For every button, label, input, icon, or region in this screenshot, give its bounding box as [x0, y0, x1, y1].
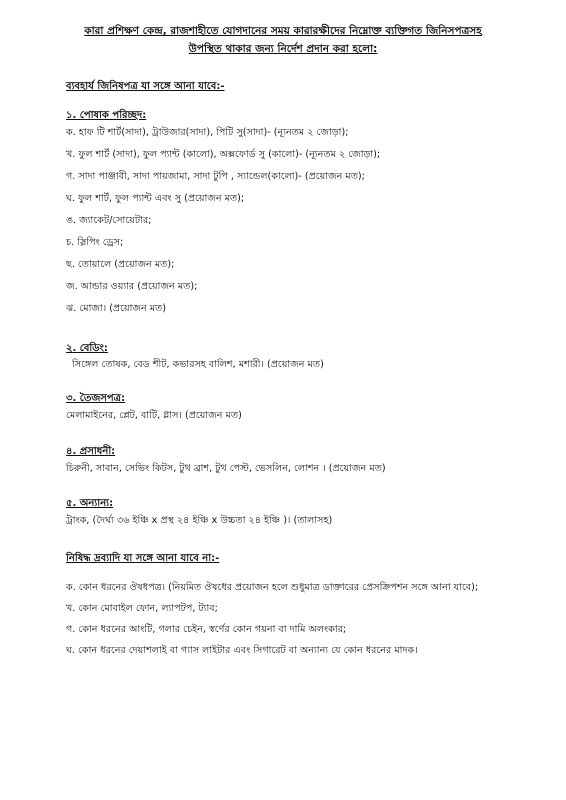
clothing-item: চ. স্লিপিং ড্রেস;: [66, 237, 124, 248]
clothing-item: গ. সাদা পাঞ্জাবী, সাদা পায়জামা, সাদা টুপি , স্যান্ডেল(কালো)- (প্রয়োজন মত);: [66, 171, 365, 182]
clothing-item: জ. আন্ডার ওয়্যার (প্রয়োজন মত);: [66, 281, 198, 292]
document-title-line-1: কারা প্রশিক্ষণ কেন্দ্র, রাজশাহীতে যোগদানের সময় কারারক্ষীদের নিম্নোক্ত ব্যক্তিগত জিনিসপত্রসহ: [84, 25, 482, 37]
other-heading: ৫. অন্যান্য:: [66, 498, 114, 509]
prohibited-items-heading: নিষিদ্ধ দ্রব্যাদি যা সঙ্গে আনা যাবে না:-: [66, 553, 220, 564]
clothing-item: ঘ. ফুল শার্ট, ফুল প্যান্ট এবং সু (প্রয়োজন মত);: [66, 193, 245, 204]
prohibited-item: ঘ. কোন ধরনের দেয়াশলাই বা গ্যাস লাইটার এবং সিগারেট বা অন্যান্য যে কোন ধরনের মাদক।: [66, 645, 418, 656]
prohibited-item: খ. কোন মোবাইল ফোন, ল্যাপটপ, ট্যাব;: [66, 603, 218, 614]
clothing-item: ঝ. মোজা। (প্রয়োজন মত): [66, 303, 167, 314]
allowed-items-heading: ব্যবহার্য জিনিষপত্র যা সঙ্গে আনা যাবে:-: [66, 81, 225, 92]
prohibited-item: গ. কোন ধরনের আংটি, গলার চেইন, স্বর্ণের কোন গয়না বা দামি অলংকার;: [66, 624, 347, 635]
clothing-item: ঙ. জ্যাকেট/সোয়েটার;: [66, 215, 152, 226]
prohibited-item: ক. কোন ধরনের ঔষধপত্র। (নিয়মিত ঔষধের প্রয়োজন হলে শুধুমাত্র ডাক্তারের প্রেসক্রিপশন সঙ্গে আনা যাবে);: [66, 582, 479, 593]
document-title-line-2: উপস্থিত থাকার জন্য নির্দেশ প্রদান করা হলো:: [188, 43, 378, 55]
clothing-item: ক. হাফ টি শার্ট(সাদা), ট্রাউজার(সাদা), পিটি সু(সাদা)- (ন্যূনতম ২ জোড়া);: [66, 127, 349, 138]
clothing-heading: ১. পোষাক পরিচ্ছদ:: [66, 110, 147, 121]
utensils-heading: ৩. তৈজসপত্র:: [66, 393, 126, 404]
bedding-text: সিঙ্গেল তোষক, বেড শীট, কভারসহ বালিশ, মশারী। (প্রয়োজন মত): [72, 359, 324, 370]
utensils-text: মেলামাইনের, প্লেট, বাটি, গ্লাস। (প্রয়োজন মত): [66, 410, 242, 421]
toiletries-heading: ৪. প্রসাধনী:: [66, 446, 116, 457]
clothing-item: খ. ফুল শার্ট (সাদা), ফুল প্যান্ট (কালো), অক্সফোর্ড সু (কালো)- (ন্যূনতম ২ জোড়া);: [66, 149, 381, 160]
clothing-item: ছ. তোয়ালে (প্রয়োজন মত);: [66, 259, 175, 270]
bedding-heading: ২. বেডিং:: [66, 343, 108, 354]
other-text: ট্রাংক, (দৈর্ঘ্য ৩৬ ইঞ্চি x প্রস্থ ২৪ ইঞ্চি x উচ্চতা ২৪ ইঞ্চি )। (তালাসহ): [66, 515, 333, 526]
toiletries-text: চিরুনী, সাবান, সেভিং কিটস, টুথ ব্রাশ, টুথ পেস্ট, ভেসলিন, লোশন । (প্রয়োজন মত): [66, 463, 386, 474]
